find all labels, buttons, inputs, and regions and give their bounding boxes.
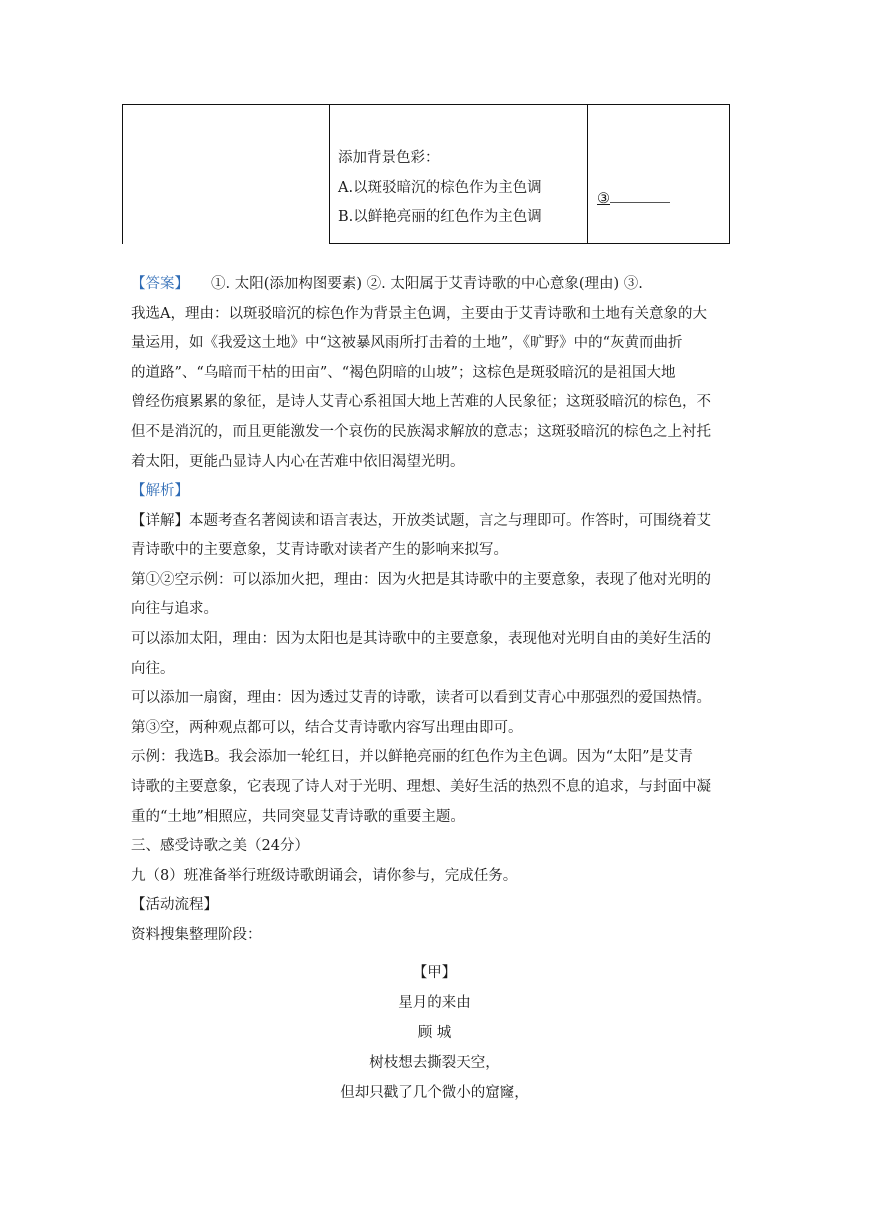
analysis-line: 向往。 (131, 660, 175, 677)
answer-blank[interactable] (597, 190, 670, 207)
cell-line: B.以鲜艳亮丽的红色作为主色调 (338, 209, 542, 225)
answer-line: 【答案】 ①. 太阳(添加构图要素) ②. 太阳属于艾青诗歌的中心意象(理由) ③. (131, 276, 643, 292)
poem-line: 但却只戳了几个微小的窟窿， (340, 1085, 529, 1101)
answer-line: 的道路”、“乌暗而干枯的田亩”、“褐色阴暗的山坡”；这棕色是斑驳暗沉的是祖国大地 (131, 364, 676, 381)
table-divider-1 (329, 104, 330, 244)
stage-label: 资料搜集整理阶段： (131, 926, 262, 943)
section-heading: 三、感受诗歌之美（24分） (131, 838, 309, 855)
table-left-border (122, 104, 123, 244)
poem-title: 星月的来由 (398, 995, 471, 1011)
analysis-section (131, 477, 739, 951)
activity-heading: 【活动流程】 (131, 897, 218, 914)
table-top-border (122, 104, 730, 105)
table-bottom-border (329, 243, 730, 244)
table-right-border (729, 104, 730, 244)
answer-section (131, 270, 739, 477)
answer-line: 量运用，如《我爱这土地》中“这被暴风雨所打击着的土地”，《旷野》中的“灰黄而曲折 (131, 335, 683, 352)
answer-line: 但不是消沉的，而且更能激发一个哀伤的民族渴求解放的意志；这斑驳暗沉的棕色之上衬托 (131, 423, 711, 440)
blank-number: ③ (597, 191, 610, 207)
task-intro: 九（8）班准备举行班级诗歌朗诵会，请你参与，完成任务。 (131, 867, 518, 884)
answer-tag: 【答案】 (131, 276, 189, 292)
cell-line: A.以斑驳暗沉的棕色作为主色调 (338, 180, 542, 196)
poem-marker: 【甲】 (412, 965, 457, 981)
analysis-line: 诗歌的主要意象，它表现了诗人对于光明、理想、美好生活的热烈不息的追求，与封面中凝 (131, 778, 711, 795)
poem-line: 树枝想去撕裂天空， (369, 1055, 500, 1071)
answer-line: 曾经伤痕累累的象征，是诗人艾青心系祖国大地上苦难的人民象征；这斑驳暗沉的棕色，不 (131, 394, 711, 411)
analysis-line: 第①②空示例：可以添加火把，理由：因为火把是其诗歌中的主要意象，表现了他对光明的 (131, 571, 711, 588)
analysis-line: 可以添加一扇窗，理由：因为透过艾青的诗歌，读者可以看到艾青心中那强烈的爱国热情。 (131, 690, 711, 707)
analysis-line: 重的“土地”相照应，共同突显艾青诗歌的重要主题。 (131, 808, 465, 825)
analysis-line: 向往与追求。 (131, 601, 218, 618)
answer-line: 我选A，理由：以斑驳暗沉的棕色作为背景主色调，主要由于艾青诗歌和土地有关意象的大 (131, 305, 707, 322)
answer-line: 着太阳，更能凸显诗人内心在苦难中依旧渴望光明。 (131, 453, 465, 470)
blank-underline (610, 190, 670, 203)
poem-author: 顾 城 (417, 1025, 452, 1041)
analysis-line: 示例：我选B。我会添加一轮红日，并以鲜艳亮丽的红色作为主色调。因为“太阳”是艾青 (131, 749, 693, 766)
analysis-line: 可以添加太阳，理由：因为太阳也是其诗歌中的主要意象，表现他对光明自由的美好生活的 (131, 630, 711, 647)
analysis-line: 青诗歌中的主要意象，艾青诗歌对读者产生的影响来拟写。 (131, 542, 508, 559)
analysis-tag: 【解析】 (131, 483, 189, 499)
cell-line: 添加背景色彩： (338, 150, 440, 166)
analysis-line: 【详解】本题考查名著阅读和语言表达，开放类试题，言之与理即可。作答时，可围绕着艾 (131, 512, 711, 529)
table-divider-2 (587, 104, 588, 244)
analysis-line: 第③空，两种观点都可以，结合艾青诗歌内容写出理由即可。 (131, 719, 523, 736)
